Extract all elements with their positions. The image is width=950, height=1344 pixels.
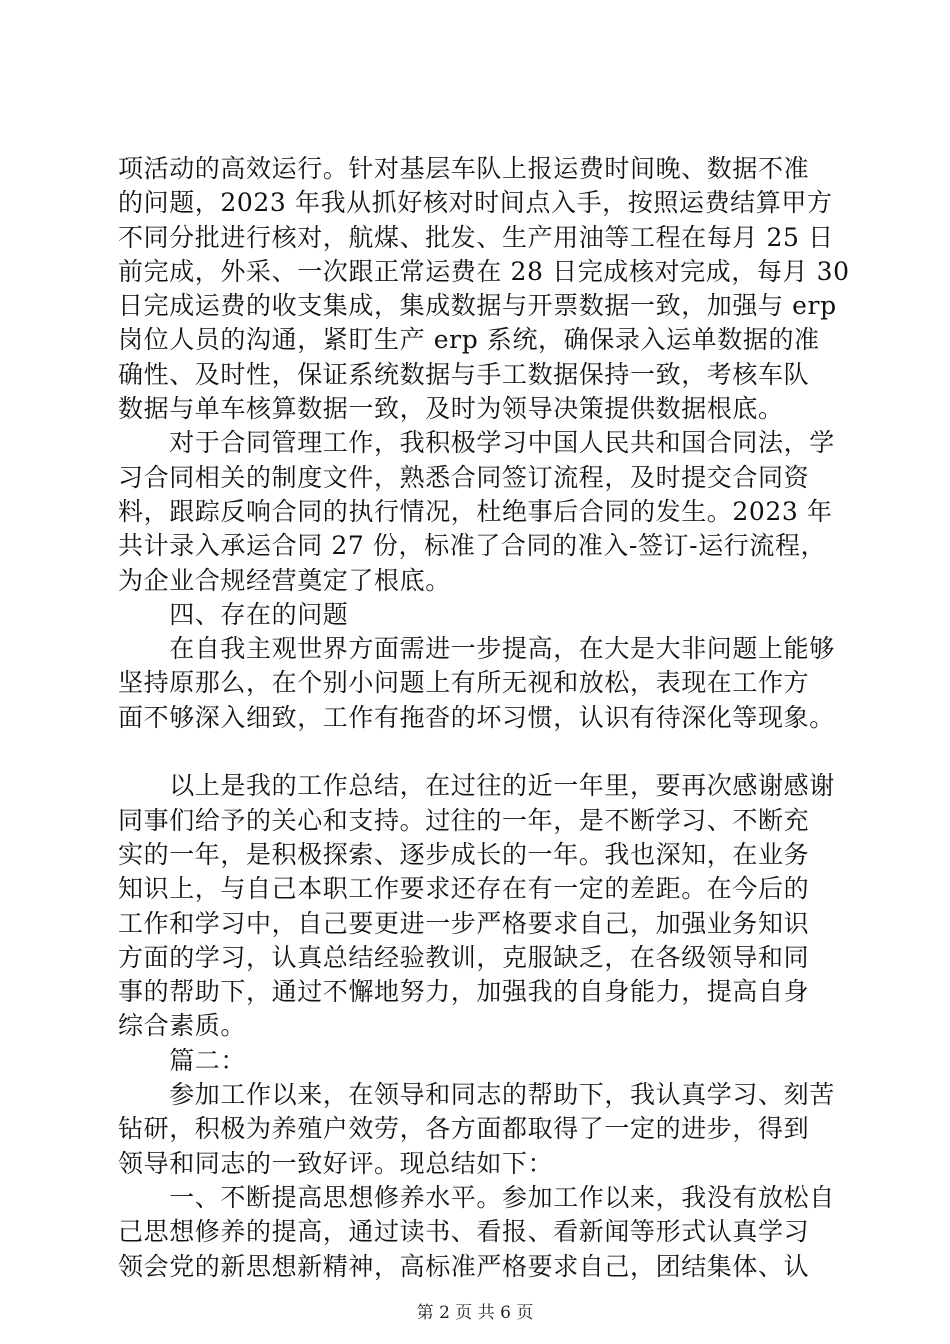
- text-line: 方面的学习，认真总结经验教训，克服缺乏，在各级领导和同: [118, 942, 810, 972]
- text-line: 料，跟踪反响合同的执行情况，杜绝事后合同的发生。2023 年: [118, 496, 833, 526]
- blank-line: [118, 735, 840, 769]
- text-line: 不同分批进行核对，航煤、批发、生产用油等工程在每月 25 日: [118, 222, 834, 252]
- text-line: 在自我主观世界方面需进一步提高，在大是大非问题上能够: [118, 634, 835, 664]
- page-number-label: 第 2 页 共 6 页: [416, 1303, 534, 1323]
- text-line: 事的帮助下，通过不懈地努力，加强我的自身能力，提高自身: [118, 977, 810, 1007]
- text-line: 确性、及时性，保证系统数据与手工数据保持一致，考核车队: [118, 359, 810, 389]
- text-line: 领导和同志的一致好评。现总结如下：: [118, 1148, 554, 1178]
- text-line: 项活动的高效运行。针对基层车队上报运费时间晚、数据不准: [118, 154, 810, 183]
- text-line: 为企业合规经营奠定了根底。: [118, 565, 451, 595]
- text-line: 面不够深入细致，工作有拖沓的坏习惯，认识有待深化等现象。: [118, 702, 835, 732]
- text-line: 一、不断提高思想修养水平。参加工作以来，我没有放松自: [118, 1182, 835, 1212]
- text-line: 数据与单车核算数据一致，及时为领导决策提供数据根底。: [118, 394, 784, 424]
- text-line: 岗位人员的沟通，紧盯生产 erp 系统，确保录入运单数据的准: [118, 325, 820, 355]
- text-line: 对于合同管理工作，我积极学习中国人民共和国合同法，学: [118, 428, 835, 458]
- text-line: 领会党的新思想新精神，高标准严格要求自己，团结集体、认: [118, 1251, 810, 1281]
- text-line: 综合素质。: [118, 1011, 247, 1041]
- text-line: 实的一年，是积极探索、逐步成长的一年。我也深知，在业务: [118, 839, 810, 869]
- page-footer: [0, 1302, 950, 1324]
- text-line: 习合同相关的制度文件，熟悉合同签订流程，及时提交合同资: [118, 462, 810, 492]
- text-line: 前完成，外采、一次跟正常运费在 28 日完成核对完成，每月 30: [118, 256, 850, 286]
- text-line: 以上是我的工作总结，在过往的近一年里，要再次感谢感谢: [118, 771, 835, 801]
- text-line: 知识上，与自己本职工作要求还存在有一定的差距。在今后的: [118, 874, 810, 904]
- text-line: 己思想修养的提高，通过读书、看报、看新闻等形式认真学习: [118, 1217, 810, 1247]
- document-body: [118, 152, 850, 1284]
- text-line: 共计录入承运合同 27 份，标准了合同的准入-签订-运行流程，: [118, 531, 827, 561]
- text-line: 同事们给予的关心和支持。过往的一年，是不断学习、不断充: [118, 805, 810, 835]
- text-line: 工作和学习中，自己要更进一步严格要求自己，加强业务知识: [118, 908, 810, 938]
- text-line: 的问题，2023 年我从抓好核对时间点入手，按照运费结算甲方: [118, 188, 833, 218]
- section-heading: 篇二：: [118, 1045, 247, 1075]
- section-heading: 四、存在的问题: [118, 599, 349, 629]
- text-line: 日完成运费的收支集成，集成数据与开票数据一致，加强与 erp: [118, 291, 837, 321]
- text-line: 坚持原那么，在个别小问题上有所无视和放松，表现在工作方: [118, 668, 810, 698]
- text-line: 钻研，积极为养殖户效劳，各方面都取得了一定的进步，得到: [118, 1114, 810, 1144]
- text-line: 参加工作以来，在领导和同志的帮助下，我认真学习、刻苦: [118, 1080, 835, 1110]
